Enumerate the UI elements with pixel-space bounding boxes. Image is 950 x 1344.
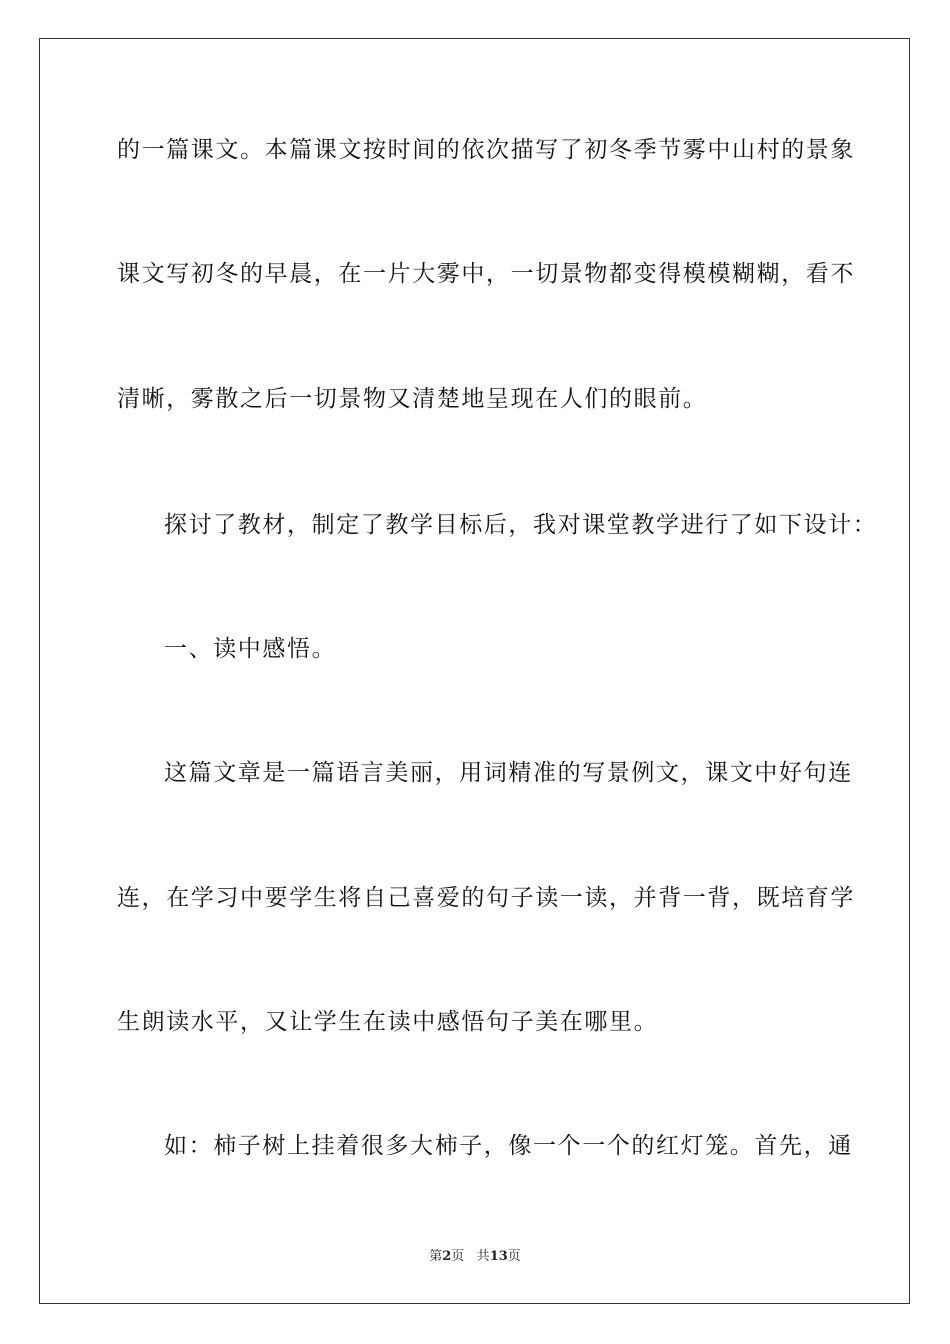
text-line-6: 这篇文章是一篇语言美丽，用词精准的写景例文，课文中好句连 — [164, 760, 853, 786]
footer-page-number: 2 — [442, 1249, 452, 1264]
text-line-1: 的一篇课文。本篇课文按时间的依次描写了初冬季节雾中山村的景象 — [117, 137, 855, 163]
footer-total-suffix: 页 — [507, 1249, 521, 1264]
page-border — [39, 38, 910, 1304]
footer-total-pages: 13 — [489, 1249, 508, 1264]
text-line-7: 连，在学习中要学生将自己喜爱的句子读一读，并背一背，既培育学 — [117, 885, 855, 911]
footer-total-prefix: 共 — [476, 1249, 490, 1264]
text-line-4: 探讨了教材，制定了教学目标后，我对课堂教学进行了如下设计： — [164, 512, 878, 538]
footer-page-prefix: 第 — [429, 1249, 443, 1264]
section-heading: 一、读中感悟。 — [164, 636, 337, 662]
text-line-3: 清晰，雾散之后一切景物又清楚地呈现在人们的眼前。 — [117, 386, 708, 412]
footer-page-suffix: 页 — [451, 1249, 465, 1264]
page-footer — [0, 1248, 950, 1266]
text-line-2: 课文写初冬的早晨，在一片大雾中，一切景物都变得模模糊糊，看不 — [117, 261, 855, 287]
text-line-9: 如：柿子树上挂着很多大柿子，像一个一个的红灯笼。首先，通 — [164, 1133, 853, 1159]
text-line-8: 生朗读水平，又让学生在读中感悟句子美在哪里。 — [117, 1009, 659, 1035]
